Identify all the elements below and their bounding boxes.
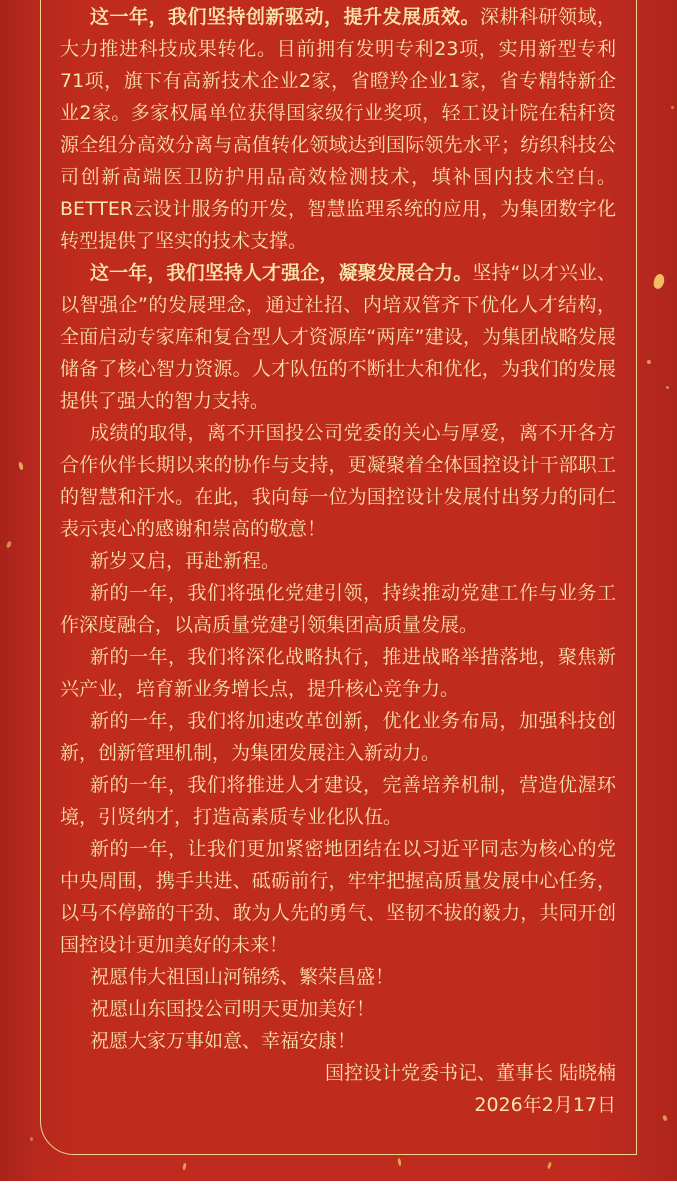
wish-motherland <box>60 961 616 993</box>
gold-fleck <box>6 540 13 548</box>
paragraph-text: 深耕科研领域，大力推进科技成果转化。目前拥有发明专利23项，实用新型专利71项，旗下有高新技术企业2家，省瞪羚企业1家，省专精特新企业2家。多家权属单位获得国家级行业奖项，轻工设计院在秸秆资源全组分高效分离与高值转化领域达到国际领先水平；纺织科技公司创新高端医卫防护用品高效检测技术，填补国内技术空白。BETTER云设计服务的开发，智慧监理系统的应用，为集团数字化转型提供了坚实的技术支撑。 <box>60 6 616 252</box>
letter-body <box>60 1 616 1121</box>
paragraph-text: 新的一年，我们将深化战略执行，推进战略举措落地，聚焦新兴产业，培育新业务增长点，提升核心竞争力。 <box>60 646 616 700</box>
paragraph-new-journey <box>60 545 616 577</box>
signature-block <box>60 1057 616 1121</box>
paragraph-text: 新的一年，我们将强化党建引领，持续推动党建工作与业务工作深度融合，以高质量党建引领集团高质量发展。 <box>60 582 616 636</box>
paragraph-text: 成绩的取得，离不开国投公司党委的关心与厚爱，离不开各方合作伙伴长期以来的协作与支持，更凝聚着全体国控设计干部职工的智慧和汗水。在此，我向每一位为国控设计发展付出努力的同仁表示衷心的感谢和崇高的敬意！ <box>60 422 616 540</box>
paragraph-thanks <box>60 417 616 545</box>
gold-fleck <box>671 106 674 109</box>
paragraph-text: 新的一年，我们将推进人才建设，完善培养机制，营造优渥环境，引贤纳才，打造高素质专业化队伍。 <box>60 774 616 828</box>
gold-fleck <box>666 386 669 389</box>
paragraph-unity <box>60 833 616 961</box>
paragraph-text: 祝愿伟大祖国山河锦绣、繁荣昌盛！ <box>90 966 395 988</box>
paragraph-text: 坚持“以才兴业、以智强企”的发展理念，通过社招、内培双管齐下优化人才结构，全面启动专家库和复合型人才资源库“两库”建设，为集团战略发展储备了核心智力资源。人才队伍的不断壮大和优化，为我们的发展提供了强大的智力支持。 <box>60 262 616 412</box>
wish-everyone <box>60 1025 616 1057</box>
paragraph-lead: 这一年，我们坚持人才强企，凝聚发展合力。 <box>90 262 473 284</box>
paragraph-talent-building <box>60 769 616 833</box>
wish-company <box>60 993 616 1025</box>
paragraph-party-building <box>60 577 616 641</box>
paragraph-reform <box>60 705 616 769</box>
gold-fleck <box>547 1162 552 1170</box>
paragraph-text: 新的一年，我们将加速改革创新，优化业务布局，加强科技创新，创新管理机制，为集团发展注入新动力。 <box>60 710 616 764</box>
gold-fleck <box>182 1163 186 1170</box>
paragraph-text: 祝愿大家万事如意、幸福安康！ <box>90 1030 357 1052</box>
paragraph-text: 新岁又启，再赴新程。 <box>90 550 281 572</box>
paragraph-innovation <box>60 1 616 257</box>
paragraph-text: 祝愿山东国投公司明天更加美好！ <box>90 998 376 1020</box>
paragraph-strategy <box>60 641 616 705</box>
gold-fleck <box>647 360 651 364</box>
signer-title-and-name: 国控设计党委书记、董事长 陆晓楠 <box>324 1062 616 1084</box>
gold-fleck <box>397 1158 401 1166</box>
paragraph-text: 新的一年，让我们更加紧密地团结在以习近平同志为核心的党中央周围，携手共进、砥砺前行，牢牢把握高质量发展中心任务，以马不停蹄的干劲、敢为人先的勇气、坚韧不拔的毅力，共同开创国控设计更加美好的未来！ <box>60 838 616 956</box>
gold-fleck <box>18 462 24 471</box>
paragraph-lead: 这一年，我们坚持创新驱动，提升发展质效。 <box>90 6 480 28</box>
signature-date: 2026年2月17日 <box>474 1094 616 1116</box>
gold-fleck <box>30 1137 33 1141</box>
paragraph-talent <box>60 257 616 417</box>
gold-fleck <box>652 273 666 290</box>
gold-fleck <box>662 1114 668 1121</box>
